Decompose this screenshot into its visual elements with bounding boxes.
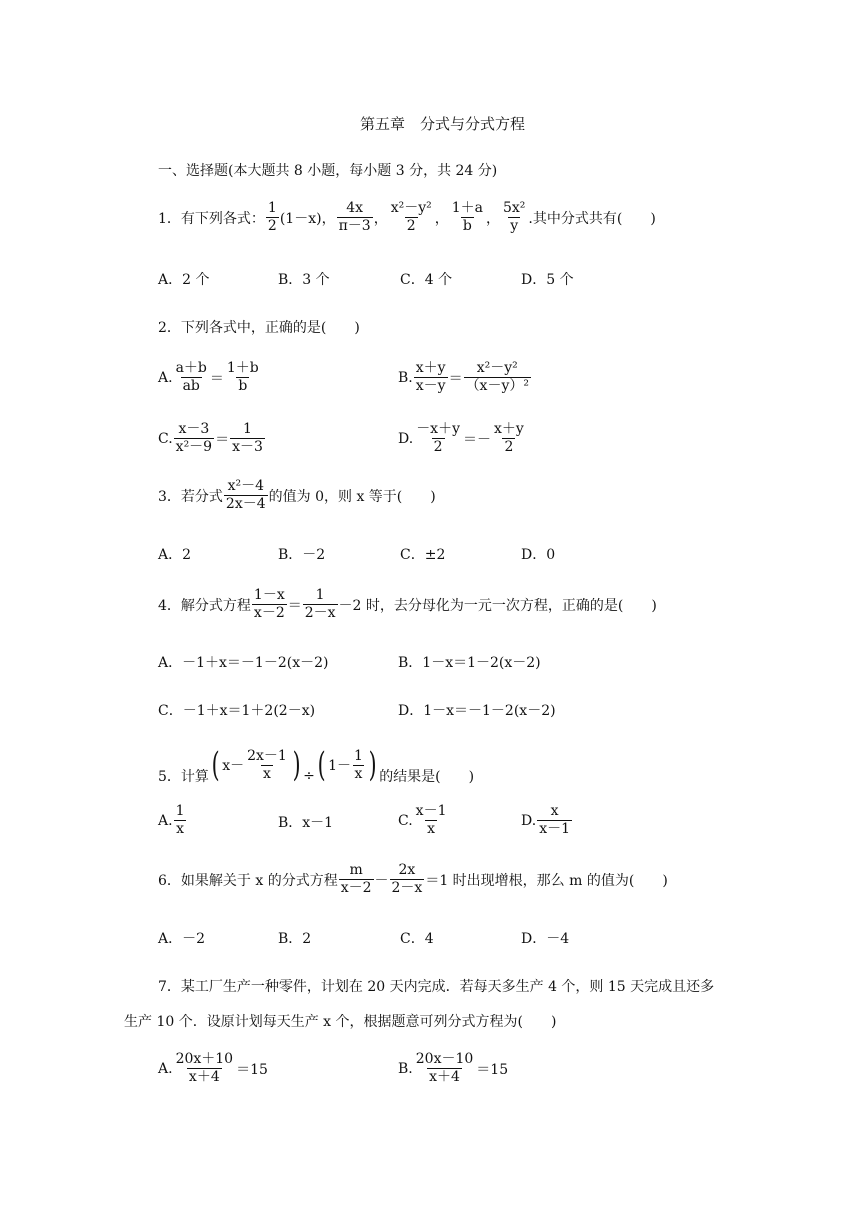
q1-option-d: D．5 个 xyxy=(521,272,574,288)
q3-option-b: B．－2 xyxy=(278,547,326,563)
q1-option-b: B．3 个 xyxy=(278,272,330,288)
q2-option-c: C. x－3 x²－9 ＝ 1 x－3 xyxy=(158,421,263,455)
q1-fraction-5: 5x² y xyxy=(502,200,526,234)
right-paren: ) xyxy=(368,745,377,785)
question-1 xyxy=(158,200,656,235)
q1-fraction-1: 1 2 xyxy=(267,200,277,234)
q1-fraction-4: 1＋a b xyxy=(451,200,483,234)
q1-suffix: .其中分式共有( ) xyxy=(528,210,656,227)
question-6: 6．如果解关于 x 的分式方程 m x－2 － 2x 2－x ＝1 时出现增根，那么 m 的值为( ) xyxy=(158,862,668,896)
q1-expr-1-tail: (1－x)， xyxy=(279,210,336,227)
q1-prefix: 1．有下列各式： xyxy=(158,210,265,227)
q5-option-c: C. x－1 x xyxy=(398,803,447,837)
q1-option-c: C．4 个 xyxy=(400,272,453,288)
q3-option-d: D．0 xyxy=(521,547,556,563)
q3-fraction: x²－4 2x－4 xyxy=(225,478,266,512)
q1-separator: ， xyxy=(434,210,449,227)
q2-option-a: A. a＋b ab ＝ 1＋b b xyxy=(158,360,259,394)
section-heading: 一、选择题(本大题共 8 小题，每小题 3 分，共 24 分) xyxy=(158,163,498,179)
q6-option-b: B．2 xyxy=(278,931,312,947)
left-paren: ( xyxy=(211,745,220,785)
left-paren: ( xyxy=(317,745,326,785)
q1-fraction-3: x²－y² 2 xyxy=(390,200,432,234)
question-7-line-2: 生产 10 个．设原计划每天生产 x 个，根据题意可列分式方程为( ) xyxy=(124,1014,557,1030)
q2-option-d: D. －x＋y 2 ＝－ x＋y 2 xyxy=(398,421,524,455)
q4-option-d: D．1－x＝－1－2(x－2) xyxy=(398,703,556,719)
q5-option-b: B．x－1 xyxy=(278,815,334,831)
question-5: 5．计算 ( x－ 2x－1 x ) ÷ ( 1－ 1 x ) 的结果是( ) xyxy=(158,745,475,785)
q4-option-c: C．－1＋x＝1＋2(2－x) xyxy=(158,703,316,719)
question-4: 4．解分式方程 1－x x－2 ＝ 1 2－x －2 时，去分母化为一元一次方程，正确的是( ) xyxy=(158,587,657,621)
q1-separator: ， xyxy=(485,210,500,227)
q1-fraction-2: 4x π－3 xyxy=(338,200,371,234)
question-3: 3．若分式 x²－4 2x－4 的值为 0，则 x 等于( ) xyxy=(158,478,436,512)
q4-option-b: B．1－x＝1－2(x－2) xyxy=(398,655,541,671)
q3-option-c: C．±2 xyxy=(400,547,446,563)
q1-option-a: A．2 个 xyxy=(158,272,210,288)
question-7-line-1: 7．某工厂生产一种零件，计划在 20 天内完成．若每天多生产 4 个，则 15 天完成且还多 xyxy=(158,979,715,995)
q6-option-a: A．－2 xyxy=(158,931,206,947)
q7-option-a: A. 20x＋10 x＋4 ＝15 xyxy=(158,1051,268,1085)
q2-option-b: B. x＋y x－y ＝ x²－y² （x－y）² xyxy=(398,360,529,394)
right-paren: ) xyxy=(292,745,301,785)
q3-option-a: A．2 xyxy=(158,547,192,563)
question-2: 2．下列各式中，正确的是( ) xyxy=(158,320,360,336)
q4-option-a: A．－1＋x＝－1－2(x－2) xyxy=(158,655,329,671)
q7-option-b: B. 20x－10 x＋4 ＝15 xyxy=(398,1051,509,1085)
q6-option-c: C．4 xyxy=(400,931,434,947)
page-title: 第五章 分式与分式方程 xyxy=(360,115,526,133)
q6-option-d: D．－4 xyxy=(521,931,570,947)
q5-option-d: D. x x－1 xyxy=(521,803,570,837)
q1-separator: ， xyxy=(373,210,388,227)
q5-option-a: A. 1 x xyxy=(158,803,185,837)
